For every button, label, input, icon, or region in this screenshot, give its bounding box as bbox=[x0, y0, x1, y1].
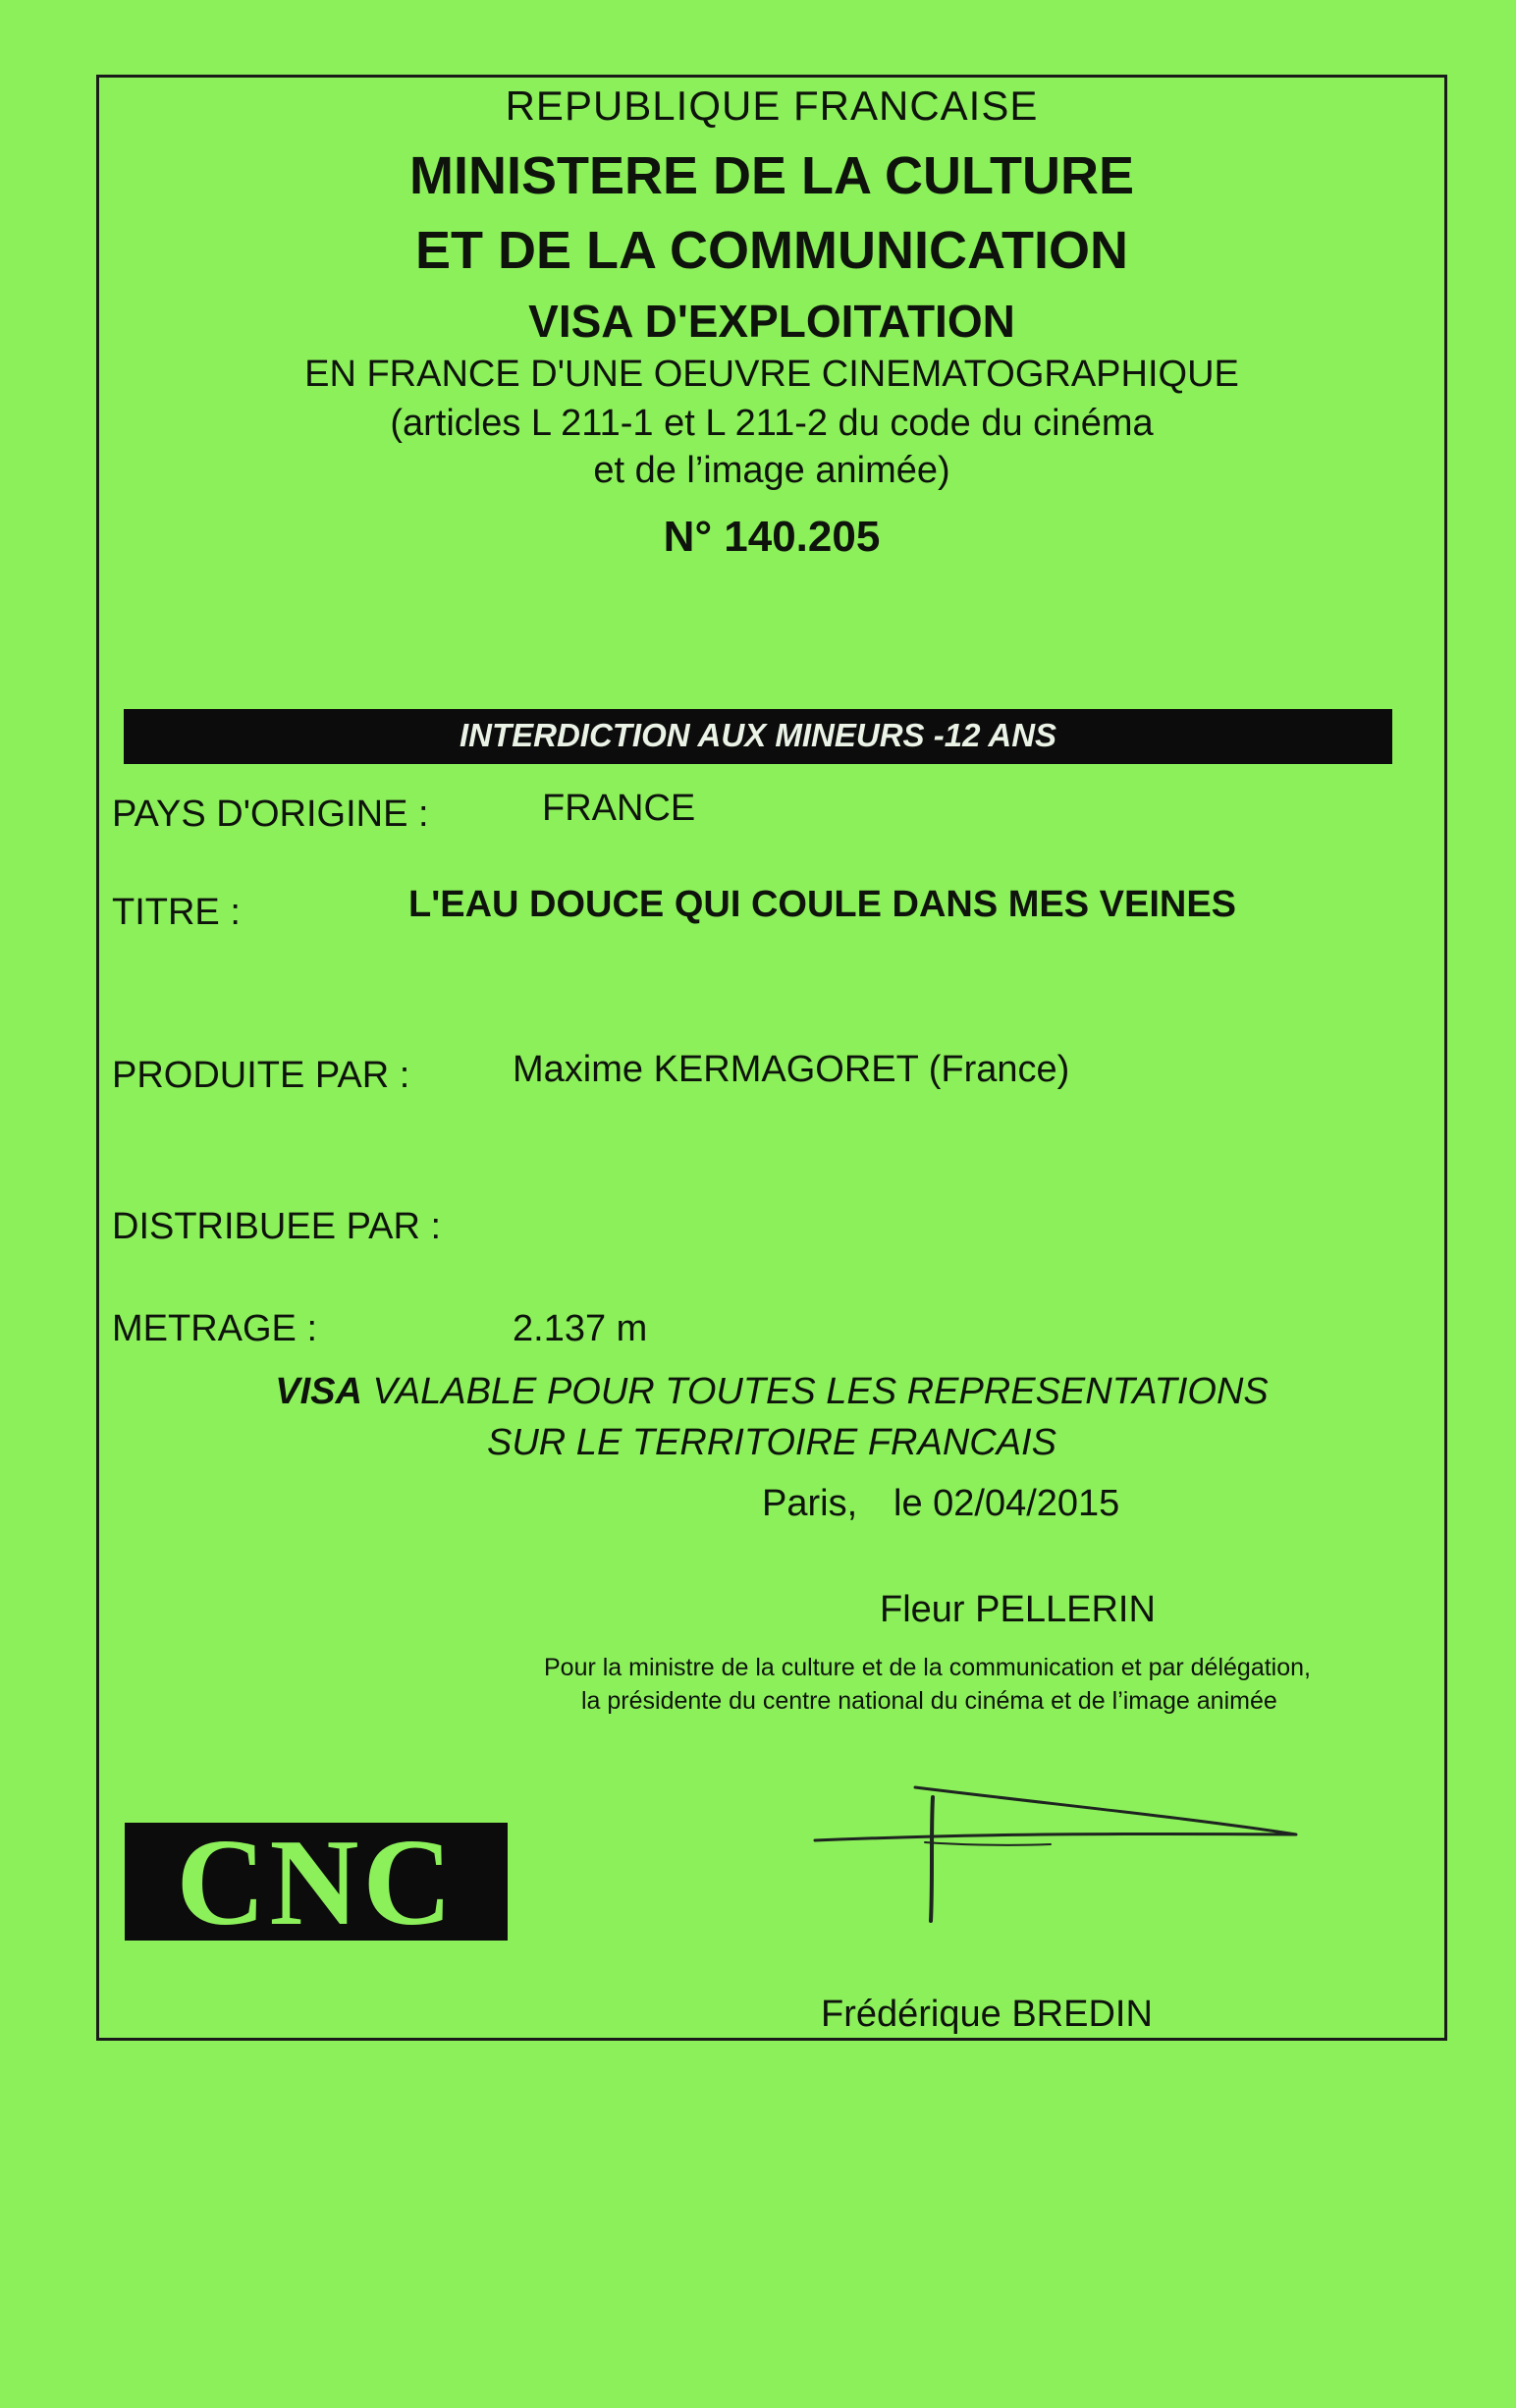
produite-label: PRODUITE PAR : bbox=[112, 1055, 410, 1096]
pays-value: FRANCE bbox=[542, 788, 696, 829]
signature-date: le 02/04/2015 bbox=[893, 1483, 1120, 1524]
metrage-value: 2.137 m bbox=[513, 1308, 648, 1349]
republique-heading: REPUBLIQUE FRANCAISE bbox=[505, 82, 1039, 129]
validity-line1-text: VALABLE POUR TOUTES LES REPRESENTATIONS bbox=[361, 1371, 1269, 1412]
visa-number: N° 140.205 bbox=[663, 513, 881, 561]
ministry-title-line1: MINISTERE DE LA CULTURE bbox=[409, 146, 1134, 205]
pays-label: PAYS D'ORIGINE : bbox=[112, 794, 429, 835]
metrage-label: METRAGE : bbox=[112, 1308, 318, 1349]
validity-line2: SUR LE TERRITOIRE FRANCAIS bbox=[487, 1422, 1056, 1463]
rating-banner: INTERDICTION AUX MINEURS -12 ANS bbox=[124, 709, 1392, 764]
distribuee-label: DISTRIBUEE PAR : bbox=[112, 1206, 442, 1247]
delegation-line1: Pour la ministre de la culture et de la communication et par délégation, bbox=[544, 1654, 1311, 1681]
visa-subtitle-line3: et de l’image animée) bbox=[593, 450, 950, 491]
produite-value: Maxime KERMAGORET (France) bbox=[513, 1049, 1070, 1090]
visa-subtitle-line1: EN FRANCE D'UNE OEUVRE CINEMATOGRAPHIQUE bbox=[304, 354, 1239, 395]
signatory-name: Frédérique BREDIN bbox=[821, 1994, 1153, 2035]
cnc-logo-letters: CNC bbox=[176, 1823, 457, 1941]
visa-title: VISA D'EXPLOITATION bbox=[528, 296, 1015, 347]
handwritten-signature bbox=[805, 1774, 1316, 1941]
visa-subtitle-line2: (articles L 211-1 et L 211-2 du code du cinéma bbox=[390, 403, 1154, 444]
validity-line1 bbox=[96, 1371, 1447, 1413]
ministry-title-line2: ET DE LA COMMUNICATION bbox=[415, 221, 1128, 280]
delegation-line2: la présidente du centre national du cinéma et de l’image animée bbox=[581, 1687, 1277, 1715]
signature-place: Paris, bbox=[762, 1483, 858, 1524]
titre-label: TITRE : bbox=[112, 892, 241, 933]
validity-visa-word: VISA bbox=[275, 1371, 362, 1412]
cnc-logo bbox=[125, 1823, 508, 1941]
titre-value: L'EAU DOUCE QUI COULE DANS MES VEINES bbox=[408, 884, 1237, 925]
minister-name: Fleur PELLERIN bbox=[880, 1589, 1156, 1630]
